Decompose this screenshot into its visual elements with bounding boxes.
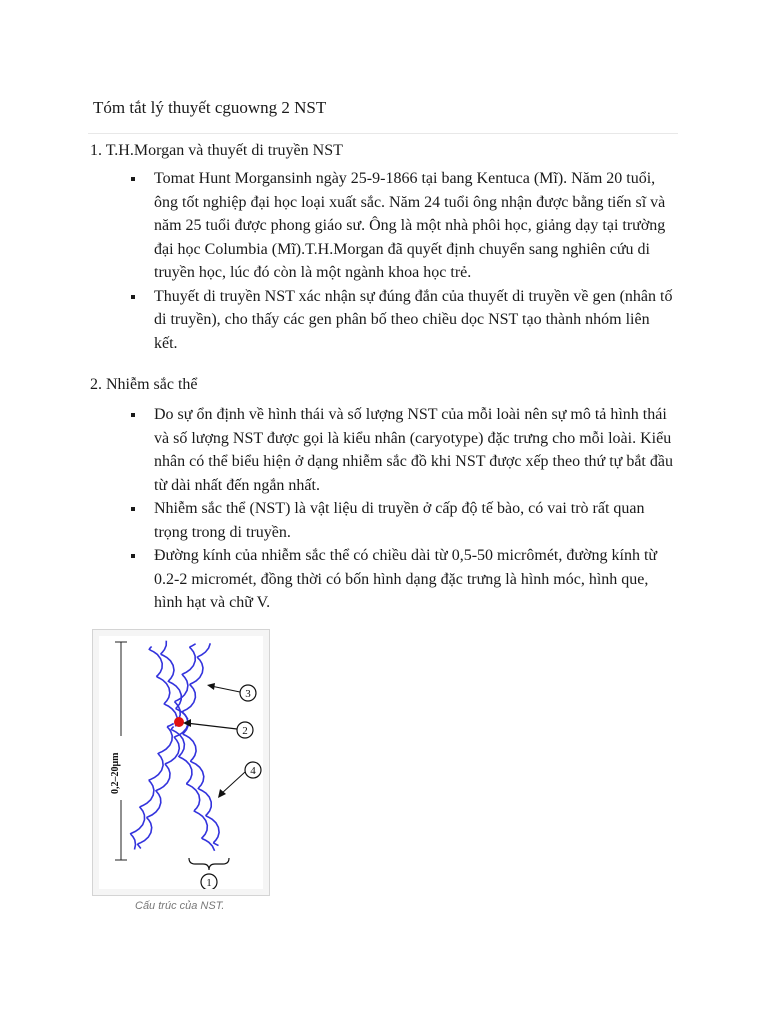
chromosome-diagram (99, 636, 263, 889)
bullet-list-morgan (129, 167, 674, 355)
bullet-text: Do sự ổn định về hình thái và số lượng NST của mỗi loài nên sự mô tả hình thái và số lượng NST được gọi là kiểu nhân (caryotype) đặc trưng cho mỗi loài. Kiểu nhân có thể biểu hiện ở dạng nhiễm sắc đồ khi NST được xếp theo thứ tự bắt đầu từ dài nhất đến ngắn nhất. (154, 406, 673, 494)
list-item (129, 285, 674, 356)
bullet-text: Tomat Hunt Morgansinh ngày 25-9-1866 tại bang Kentuca (Mĩ). Năm 20 tuổi, ông tốt nghiệp đại học loại xuất sắc. Năm 24 tuổi ông nhận được bằng tiến sĩ và năm 25 tuổi được phong giáo sư. Ông là một nhà phôi học, giảng dạy tại trường đại học Columbia (Mĩ).T.H.Morgan đã quyết định chuyển sang nghiên cứu di truyền học, lúc đó còn là một ngành khoa học trẻ. (154, 170, 666, 281)
centromere-dot (174, 717, 184, 727)
title-divider (88, 133, 678, 134)
bullet-text: Thuyết di truyền NST xác nhận sự đúng đắn của thuyết di truyền về gen (nhân tố di truyền), cho thấy các gen phân bố theo chiều dọc NST tạo thành nhóm liên kết. (154, 287, 673, 352)
figure-canvas (99, 636, 263, 889)
chromatids-group (131, 641, 219, 851)
chromatid-lower-left-strand (138, 724, 189, 849)
bullet-marker (131, 554, 135, 558)
bullet-marker (131, 295, 135, 299)
figure-caption: Cấu trúc của NST. (135, 900, 225, 912)
section-heading-nst: 2. Nhiễm sắc thể (90, 376, 198, 393)
bullet-marker (131, 507, 135, 511)
chromatid-lower-right-strand (171, 727, 214, 851)
scale-label: 0,2–20μm (110, 752, 121, 794)
callout-3-arrowhead (207, 683, 215, 690)
bullet-list-nst (129, 403, 674, 615)
document-title: Tóm tắt lý thuyết cguowng 2 NST (93, 98, 327, 117)
callout-1-label: 1 (206, 877, 212, 889)
list-item (129, 403, 674, 497)
callout-1-brace (189, 858, 229, 870)
chromatid-upper-left-strand (161, 641, 188, 720)
chromosome-figure (92, 629, 270, 896)
callout-2-arrow (186, 723, 237, 729)
section-heading-morgan: 1. T.H.Morgan và thuyết di truyền NST (90, 142, 343, 159)
bullet-text: Đường kính của nhiễm sắc thể có chiều dài từ 0,5-50 micrômét, đường kính từ 0.2-2 micromét, đồng thời có bốn hình dạng đặc trưng là hình móc, hình que, hình hạt và chữ V. (154, 547, 658, 611)
bullet-text: Nhiễm sắc thể (NST) là vật liệu di truyền ở cấp độ tế bào, có vai trò rất quan trọng trong di truyền. (154, 500, 645, 541)
callout-4-arrow (221, 772, 245, 794)
chromatid-upper-left-strand (149, 647, 177, 727)
chromatid-lower-right-strand (183, 721, 219, 846)
bullet-marker (131, 413, 135, 417)
callout-3-arrow (211, 686, 240, 692)
list-item (129, 167, 674, 285)
chromatid-lower-left-strand (131, 724, 174, 850)
bullet-marker (131, 177, 135, 181)
callout-2-label: 2 (242, 725, 248, 737)
callout-4-label: 4 (250, 765, 256, 777)
list-item (129, 497, 674, 544)
list-item (129, 544, 674, 615)
callout-3-label: 3 (245, 688, 251, 700)
